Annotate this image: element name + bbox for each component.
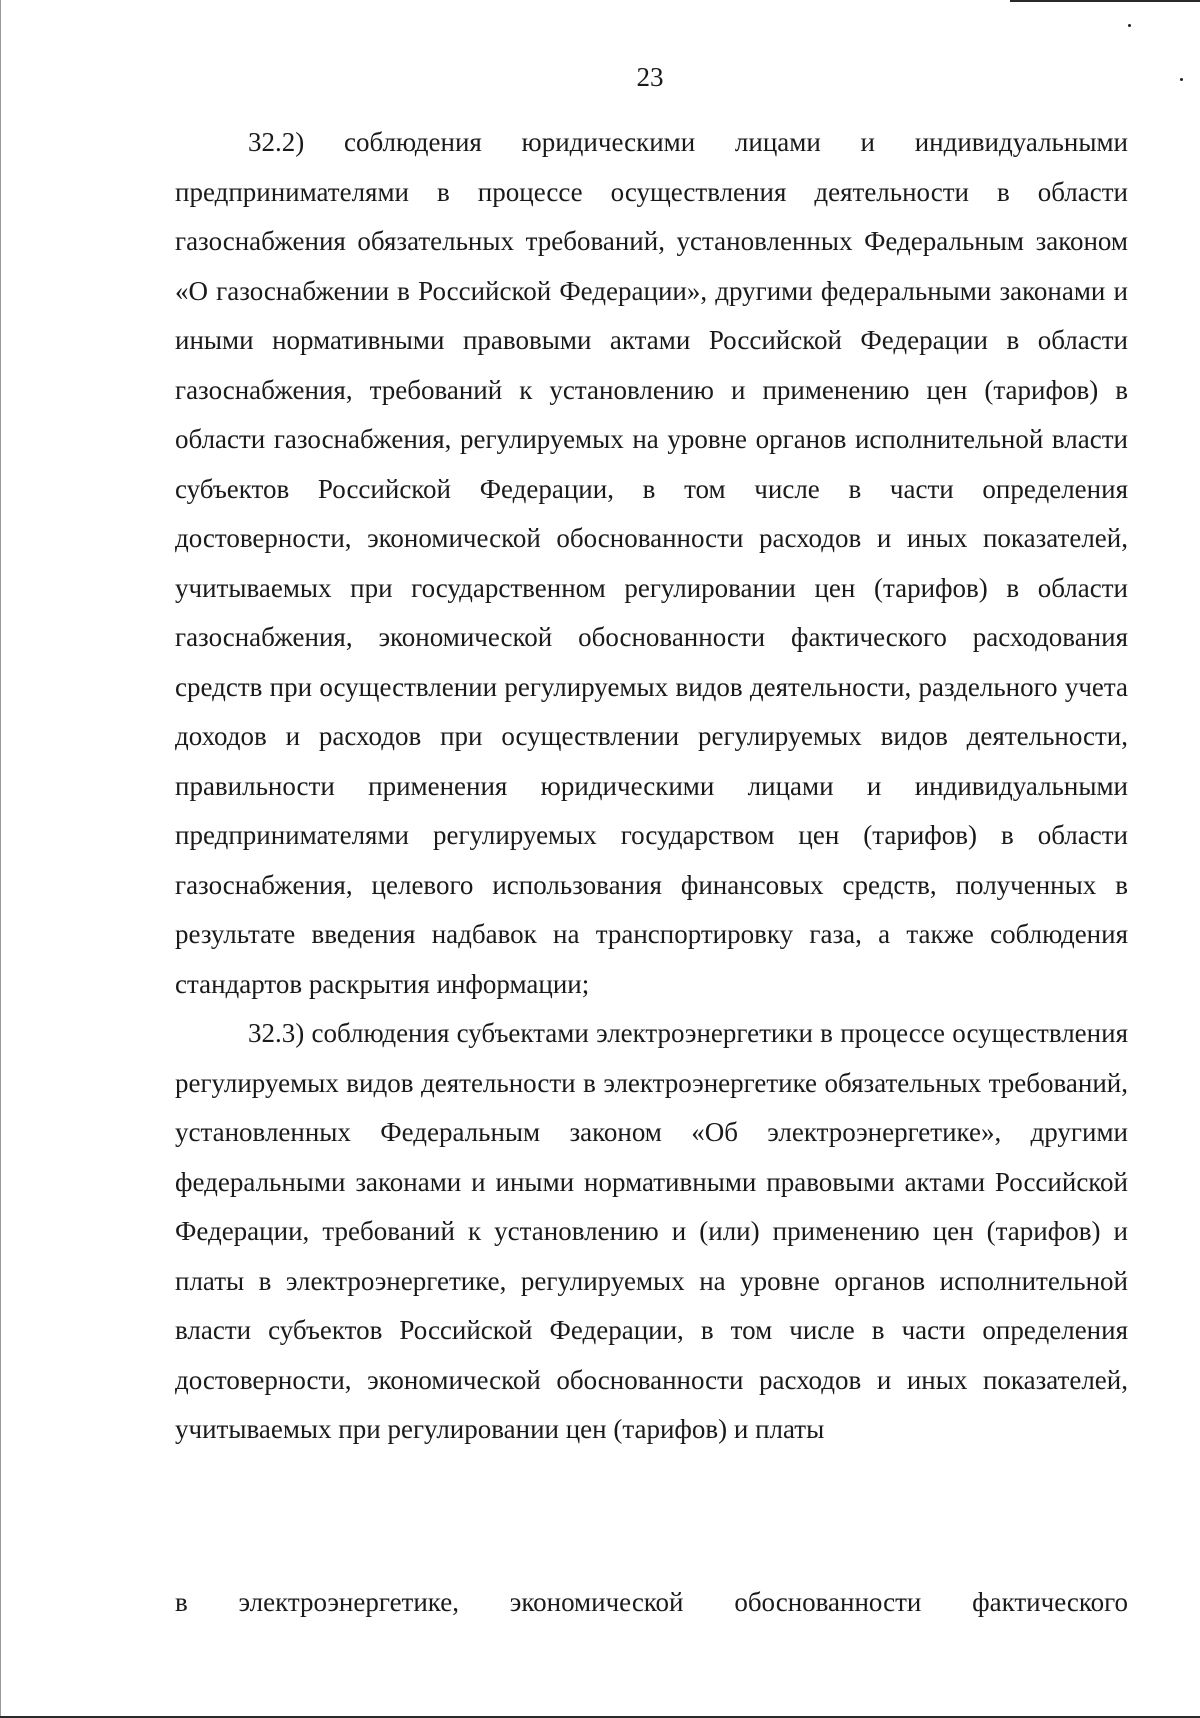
paragraph-32-3: 32.3) соблюдения субъектами электроэнергетики в процессе осуществления регулируемых видов деятельности в электроэнергетике обязательных требований, установленных Федеральным законом «Об электроэнергетике», другими федеральными законами и иными нормативными правовыми актами Российской Федерации, требований к установлению и (или) применению цен (тарифов) и платы в электроэнергетике, регулируемых на уровне органов исполнительной власти субъектов Российской Федерации, в том числе в части определения достоверности, экономической обоснованности расходов и иных показателей, учитываемых при регулировании цен (тарифов) и платы [175,1018,1128,1444]
document-body-last-line [175,1578,1128,1628]
page-number: 23 [636,62,664,92]
paragraph-32-2: 32.2) соблюдения юридическими лицами и индивидуальными предпринимателями в процессе осуществления деятельности в области газоснабжения обязательных требований, установленных Федеральным законом «О газоснабжении в Российской Федерации», другими федеральными законами и иными нормативными правовыми актами Российской Федерации в области газоснабжения, требований к установлению и применению цен (тарифов) в области газоснабжения, регулируемых на уровне органов исполнительной власти субъектов Российской Федерации, в том числе в части определения достоверности, экономической обоснованности расходов и иных показателей, учитываемых при государственном регулировании цен (тарифов) в области газоснабжения, экономической обоснованности фактического расходования средств при осуществлении регулируемых видов деятельности, раздельного учета доходов и расходов при осуществлении регулируемых видов деятельности, правильности применения юридическими лицами и индивидуальными предпринимателями регулируемых государством цен (тарифов) в области газоснабжения, целевого использования финансовых средств, полученных в результате введения надбавок на транспортировку газа, а также соблюдения стандартов раскрытия информации; [175,127,1128,999]
scan-edge-top [1010,0,1200,2]
document-body [175,118,1128,1455]
scan-edge-left [0,0,1,1718]
paragraph-32-3-continuation: в электроэнергетике, экономической обоснованности фактического [175,1587,1128,1617]
scan-speck [1128,24,1131,27]
